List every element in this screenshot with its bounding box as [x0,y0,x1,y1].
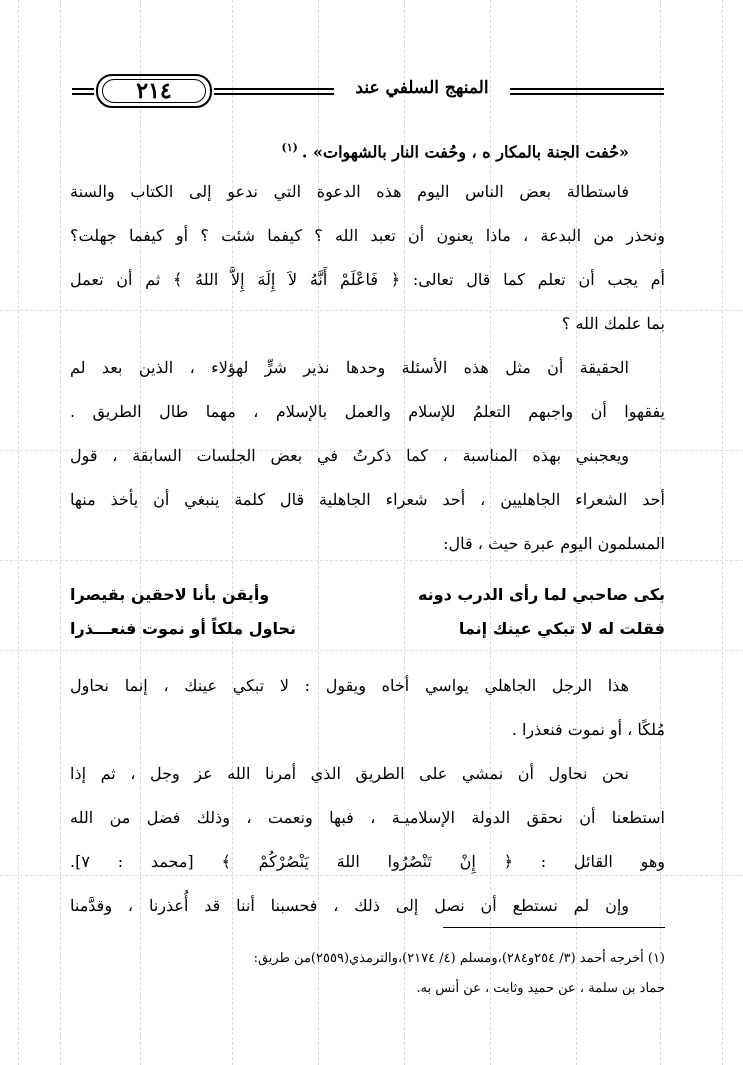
text-line-content: ويعجبني بهذه المناسبة ، كما ذكرتُ في بعض الجلسات السابقة ، قول [70,446,629,465]
text-line [70,478,665,522]
text-line-content: استطعنا أن نحقق الدولة الإسلاميـة ، فبها ونعمت ، وذلك فضل من الله [70,808,665,827]
header-rule [72,88,94,95]
text-line [70,884,665,928]
text-line [70,664,665,708]
scan-guide [18,0,19,1065]
verse [70,578,665,612]
text-line-content: «حُفت الجنة بالمكار ه ، وحُفت النار بالشهوات» . [301,142,629,162]
scan-guide [722,0,723,1065]
hemistich-first: فقلت له لا تبكي عينك إنما [458,619,665,638]
text-line [70,752,665,796]
text-line [70,840,665,884]
body-text [70,126,665,566]
text-line-content: وإن لم نستطع أن نصل إلى ذلك ، فحسبنا أننا قد أُعذرنا ، وقدَّمنا [70,896,629,915]
text-line [70,126,665,170]
footnote-marker: (١) [281,141,298,154]
text-line [70,346,665,390]
running-title: المنهج السلفي عند [355,78,489,98]
scan-guide [0,650,743,651]
text-line-content: وهو القائل : ﴿ إِنْ تَنْصُرُوا اللهَ يَنْصُرْكُمْ ﴾ [محمد : ٧]. [70,852,665,871]
footnote [70,944,665,1004]
hemistich-second: وأيقن بأنا لاحقين بقيصرا [70,585,270,604]
text-line [70,708,665,752]
header-rule [510,88,664,95]
page-number: ٢١٤ [96,74,212,108]
body-text-continued [70,664,665,928]
text-line-content: نحن نحاول أن نمشي على الطريق الذي أمرنا الله عز وجل ، ثم إذا [70,764,630,783]
text-line [70,258,665,302]
text-line-content: مُلكًا ، أو نموت فنعذرا . [511,720,665,739]
page-header [72,70,663,110]
text-line [70,214,665,258]
text-line-content: الحقيقة أن مثل هذه الأسئلة وحدها نذير شرٍّ لهؤلاء ، الذين بعد لم [70,358,629,377]
text-line [70,796,665,840]
text-line-content: أحد الشعراء الجاهليين ، أحد شعراء الجاهلية قال كلمة ينبغي أن يأخذ منها [70,490,665,509]
text-line [70,390,665,434]
text-line [70,522,665,566]
text-line-content: يفقهوا أن واجبهم التعلمُ للإسلام والعمل بالإسلام ، مهما طال الطريق . [70,402,665,421]
poem-verses [70,578,665,646]
text-line [70,434,665,478]
text-line-content: ونحذر من البدعة ، ماذا يعنون أن تعبد الله ؟ كيفما شئت ؟ أو كيفما جهلت؟ [70,226,665,245]
text-line-content: المسلمون اليوم عبرة حيث ، قال: [443,534,665,553]
text-line-content: هذا الرجل الجاهلي يواسي أخاه ويقول : لا تبكي عينك ، إنما نحاول [70,676,629,695]
text-line-content: فاستطالة بعض الناس اليوم هذه الدعوة التي ندعو إلى الكتاب والسنة [70,182,629,201]
text-line-content: بما علمك الله ؟ [561,314,665,333]
footnote-rule [443,927,665,928]
footnote-line: (١) أخرجه أحمد (٣/ ٢٥٤و٢٨٤)،ومسلم (٤/ ٢١٧٤)،والترمذي(٢٥٥٩)من طريق: [253,951,665,966]
scan-guide [60,0,61,1065]
hemistich-second: نحاول ملكاً أو نموت فنعـــذرا [70,619,297,638]
footnote-line: حماد بن سلمة ، عن حميد وثابت ، عن أنس به. [416,981,665,996]
text-line [70,302,665,346]
header-rule [214,88,334,95]
text-line [70,170,665,214]
verse [70,612,665,646]
text-line-content: أم يجب أن تعلم كما قال تعالى: ﴿ فَاعْلَمْ أَنَّهُ لاَ إِلَهَ إِلاَّ اللهُ ﴾ ثم أن تعمل [70,270,665,289]
hemistich-first: بكى صاحبي لما رأى الدرب دونه [417,585,665,604]
